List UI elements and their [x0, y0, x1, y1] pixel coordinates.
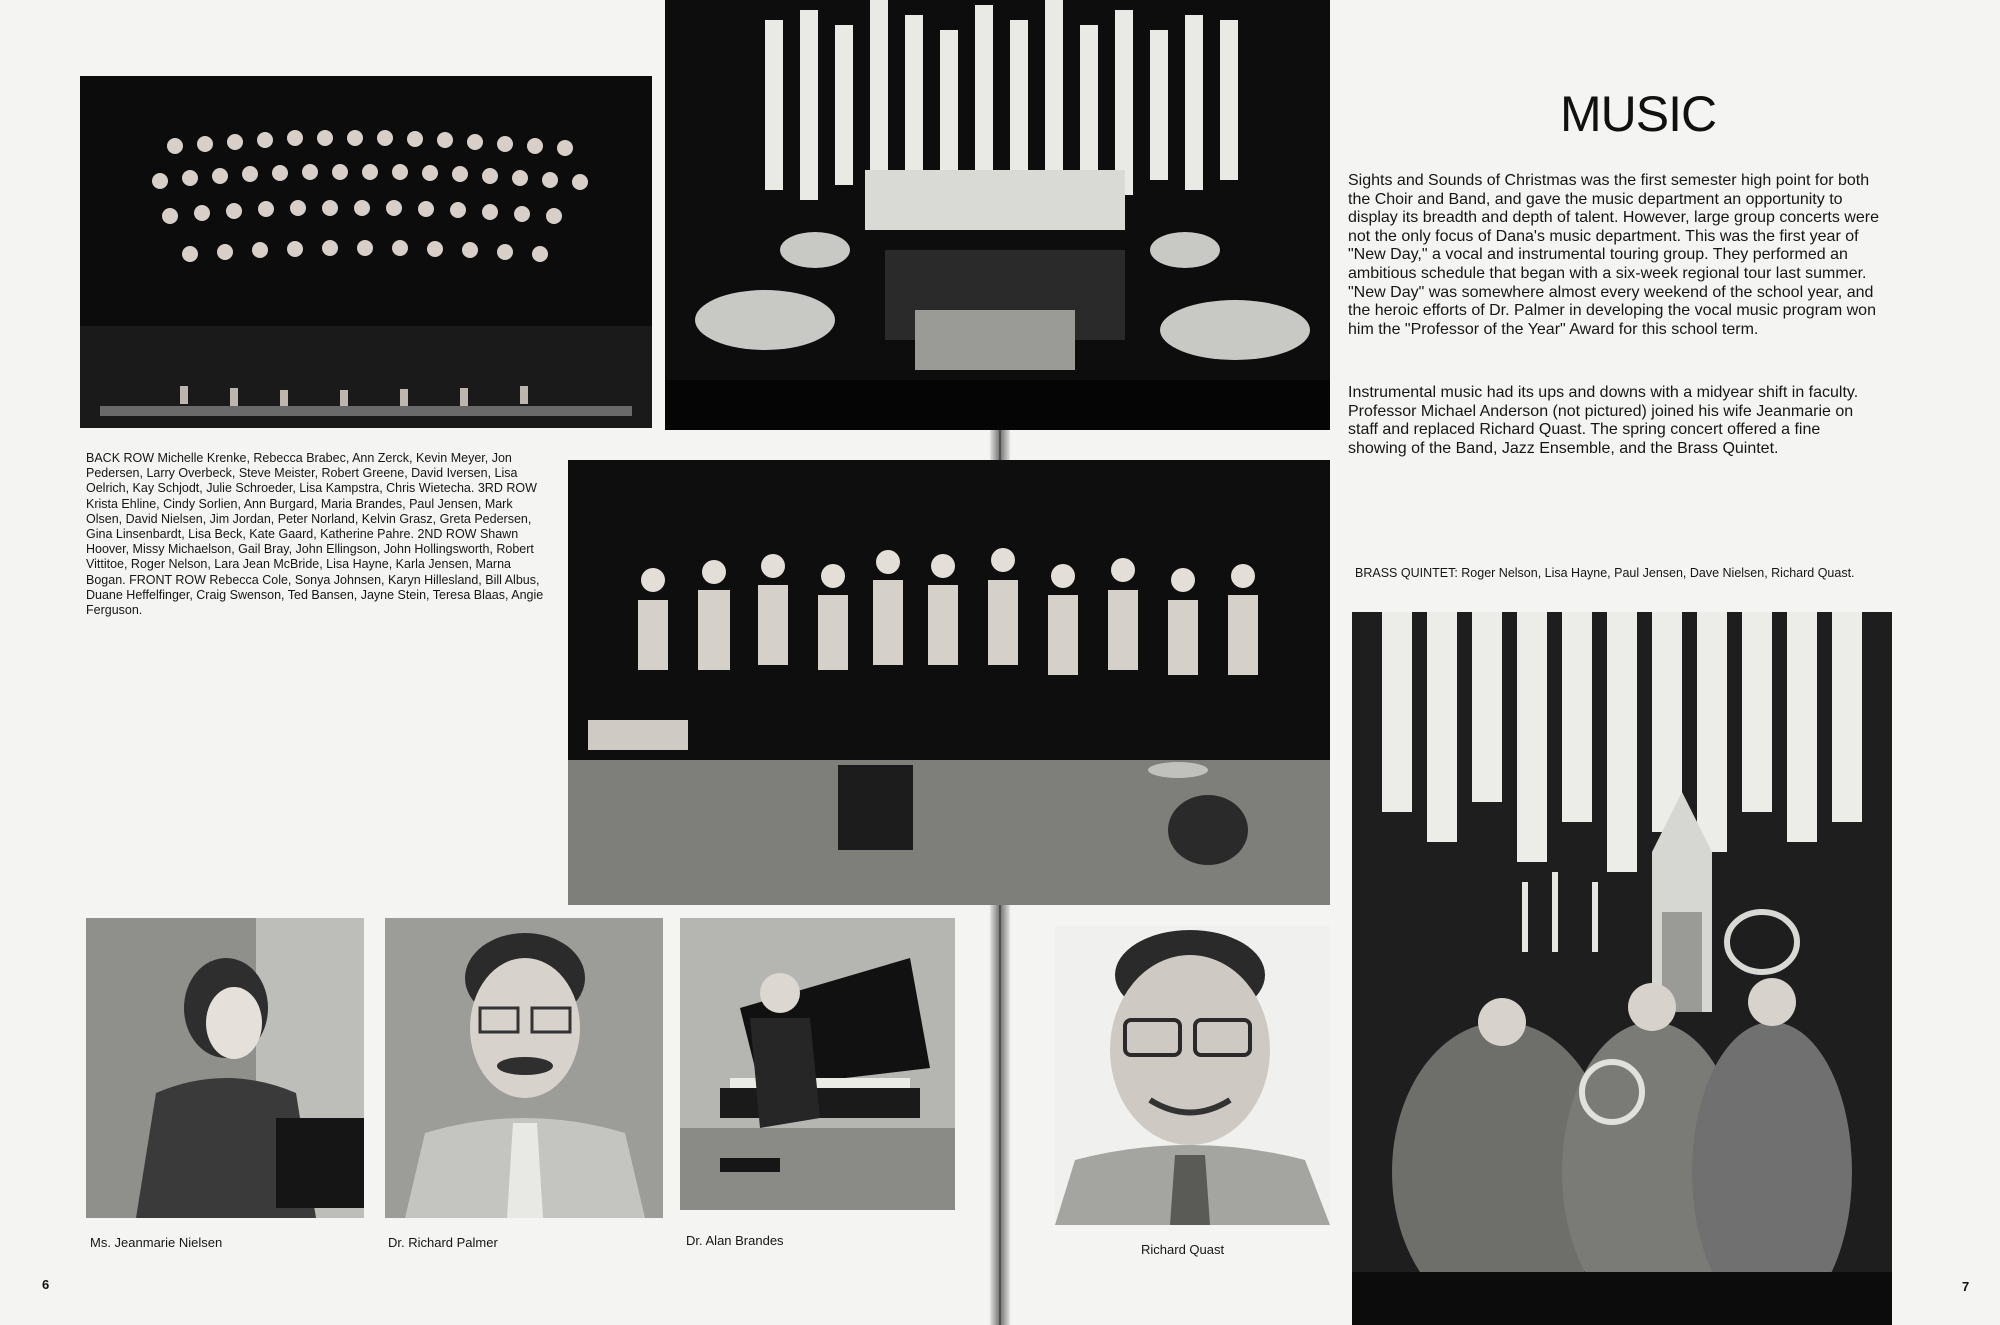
choir-caption: BACK ROW Michelle Krenke, Rebecca Brabec, Ann Zerck, Kevin Meyer, Jon Pedersen, Larry Overbeck, Steve Meister, Robert Greene, David Iversen, Lisa Oelrich, Kay Schjodt, Julie Schroeder, Lisa Kampstra, Chris Wietecha. 3RD ROW Krista Ehline, Cindy Sorlien, Ann Burgard, Maria Brandes, Paul Jensen, Mark Olsen, David Nielsen, Jim Jordan, Peter Norland, Kelvin Grasz, Greta Pedersen, Gina Linsenbardt, Lisa Beck, Kate Gaard, Katherine Pahre. 2ND ROW Shawn Hoover, Missy Michaelson, Gail Bray, John Ellingson, John Hollingsworth, Robert Vittitoe, Roger Nelson, Lara Jean McBride, Lisa Hayne, Karla Jensen, Marna Bogan. FRONT ROW Rebecca Cole, Sonya Johnsen, Karyn Hillesland, Bill Albus, Duane Heffelfinger, Craig Swenson, Ted Bansen, Jayne Stein, Teresa Blaas, Angie Ferguson. — [86, 451, 544, 618]
body-paragraph-2: Instrumental music had its ups and downs with a midyear shift in faculty. Professor Michael Anderson (not pictured) joined his wife Jeanmarie on staff and replaced Richard Quast. The spring concert offered a fine showing of the Band, Jazz Ensemble, and the Brass Quintet. — [1348, 384, 1859, 457]
brass-quintet-caption: BRASS QUINTET: Roger Nelson, Lisa Hayne, Paul Jensen, Dave Nielsen, Richard Quast. — [1355, 566, 1855, 580]
portrait-richard-quast — [1055, 925, 1330, 1225]
new-day-performance-photo — [568, 460, 1330, 905]
page-title: MUSIC — [1560, 86, 1717, 142]
portrait-caption-alan-brandes: Dr. Alan Brandes — [686, 1233, 784, 1248]
body-paragraph-1: Sights and Sounds of Christmas was the first semester high point for both the Choir and Band, and gave the music department an opportunity to display its breadth and depth of talent. However, large group concerts were not the only focus of Dana's music department. This was the first year of "New Day," a vocal and instrumental touring group. They performed an ambitious schedule that began with a six-week regional tour last summer. "New Day" was somewhere almost every weekend of the school year, and the heroic efforts of Dr. Palmer in developing the vocal music program won him the "Professor of the Year" Award for this school term. — [1348, 172, 1879, 338]
portrait-alan-brandes — [680, 918, 955, 1210]
brass-quintet-photo — [1352, 612, 1892, 1325]
portrait-caption-richard-palmer: Dr. Richard Palmer — [388, 1235, 498, 1250]
page-number-left: 6 — [42, 1277, 50, 1292]
portrait-caption-richard-quast: Richard Quast — [1141, 1242, 1225, 1257]
portrait-richard-palmer — [385, 918, 663, 1218]
christmas-concert-photo — [665, 0, 1330, 430]
page-number-right: 7 — [1962, 1279, 1970, 1294]
portrait-caption-jeanmarie-nielsen: Ms. Jeanmarie Nielsen — [90, 1235, 223, 1250]
portrait-jeanmarie-nielsen — [86, 918, 364, 1218]
choir-photo — [80, 76, 652, 428]
